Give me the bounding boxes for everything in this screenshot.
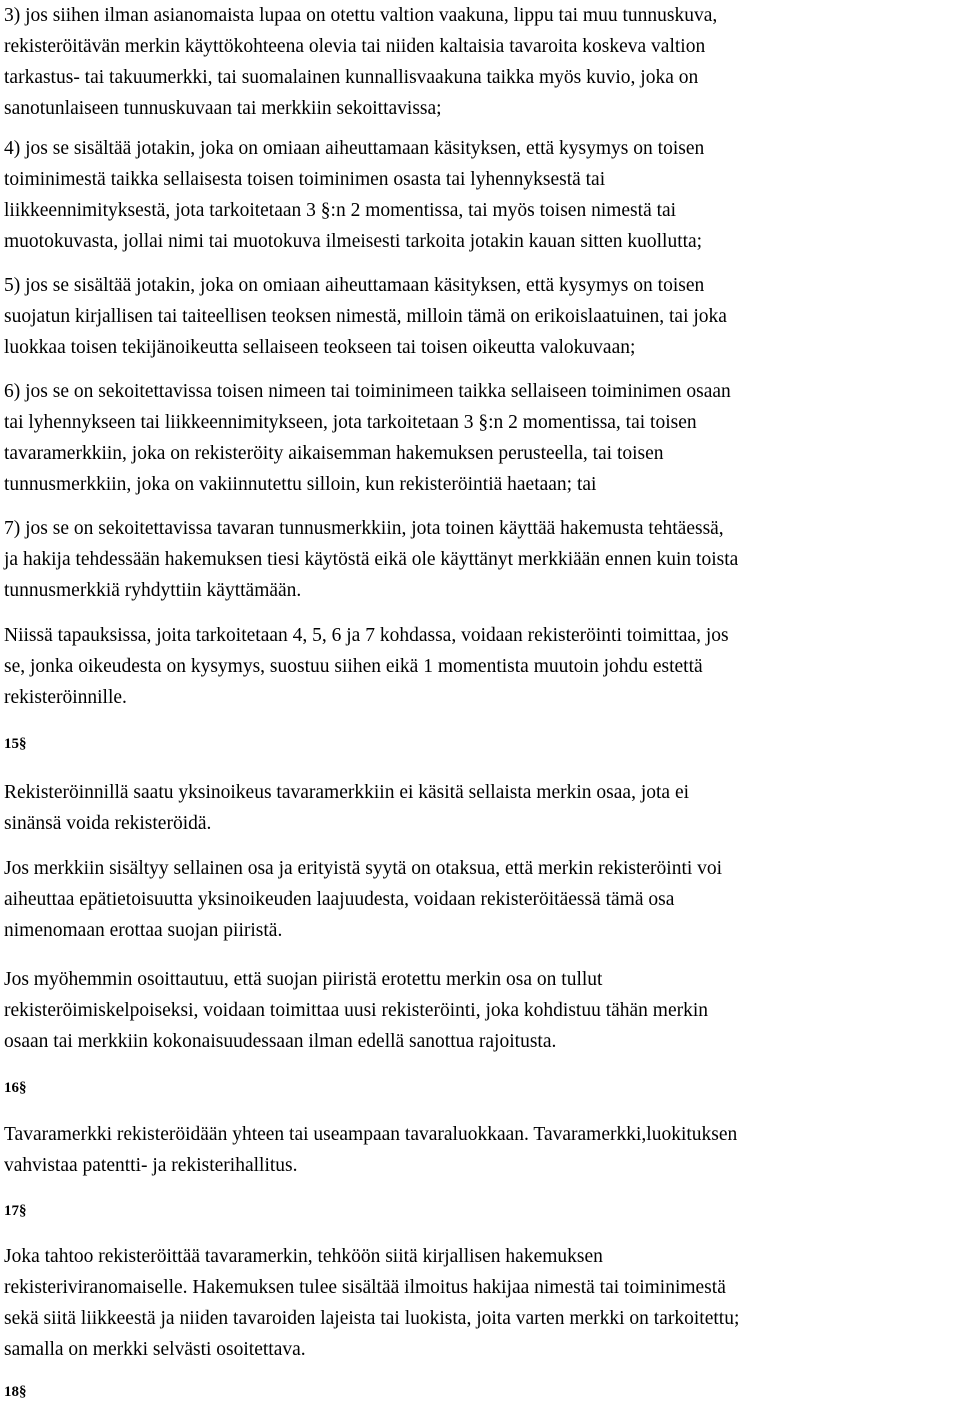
text-line: tavaramerkkiin, joka on rekisteröity aikaisemman hakemuksen perusteella, tai toisen: [4, 443, 664, 464]
paragraph-section-17: [4, 1241, 739, 1365]
paragraph-section-16: [4, 1119, 737, 1181]
paragraph-section-15-b: [4, 853, 722, 946]
section-heading-15: 15§: [4, 736, 27, 752]
text-line: ja hakija tehdessään hakemuksen tiesi käytöstä eikä ole käyttänyt merkkiään ennen kuin toista: [4, 549, 739, 570]
text-line: toiminimestä taikka sellaisesta toisen toiminimen osasta tai lyhennyksestä tai: [4, 169, 606, 190]
text-line: tai lyhennykseen tai liikkeennimitykseen, jota tarkoitetaan 3 §:n 2 momentissa, tai toisen: [4, 412, 697, 433]
text-line: tunnusmerkkiin, joka on vakiinnutettu silloin, kun rekisteröintiä haetaan; tai: [4, 474, 597, 495]
text-line: suojatun kirjallisen tai taiteellisen teoksen nimestä, milloin tämä on erikoislaatuinen, tai joka: [4, 306, 727, 327]
text-line: Jos merkkiin sisältyy sellainen osa ja erityistä syytä on otaksua, että merkin rekisteröinti voi: [4, 858, 723, 879]
text-line: Niissä tapauksissa, joita tarkoitetaan 4, 5, 6 ja 7 kohdassa, voidaan rekisteröinti toimittaa, jos: [4, 625, 729, 646]
text-line: luokkaa toisen tekijänoikeutta sellaiseen teokseen tai toisen oikeutta valokuvaan;: [4, 337, 636, 358]
text-line: vahvistaa patentti- ja rekisterihallitus.: [4, 1155, 298, 1176]
text-line: 3) jos siihen ilman asianomaista lupaa on otettu valtion vaakuna, lippu tai muu tunnuskuva,: [4, 5, 718, 26]
text-line: tarkastus- tai takuumerkki, tai suomalainen kunnallisvaakuna taikka myös kuvio, joka on: [4, 67, 699, 88]
text-line: sekä siitä liikkeestä ja niiden tavaroiden lajeista tai luokista, joita varten merkki on tarkoitettu;: [4, 1308, 740, 1329]
text-line: 7) jos se on sekoitettavissa tavaran tunnusmerkkiin, jota toinen käyttää hakemusta tehtäessä,: [4, 518, 724, 539]
text-line: Joka tahtoo rekisteröittää tavaramerkin, tehköön siitä kirjallisen hakemuksen: [4, 1246, 603, 1267]
text-line: rekisteriviranomaiselle. Hakemuksen tulee sisältää ilmoitus hakijaa nimestä tai toiminimestä: [4, 1277, 726, 1298]
text-line: Rekisteröinnillä saatu yksinoikeus tavaramerkkiin ei käsitä sellaista merkin osaa, jota ei: [4, 782, 690, 803]
paragraph-item-4: [4, 133, 704, 257]
text-line: aiheuttaa epätietoisuutta yksinoikeuden laajuudesta, voidaan rekisteröitäessä tämä osa: [4, 889, 675, 910]
paragraph-exceptions: [4, 620, 729, 713]
text-line: samalla on merkki selvästi osoitettava.: [4, 1339, 306, 1360]
paragraph-item-3: [4, 0, 717, 124]
text-line: Tavaramerkki rekisteröidään yhteen tai useampaan tavaraluokkaan. Tavaramerkki,luokituksen: [4, 1124, 738, 1145]
text-line: nimenomaan erottaa suojan piiristä.: [4, 920, 283, 941]
text-line: 4) jos se sisältää jotakin, joka on omiaan aiheuttamaan käsityksen, että kysymys on toisen: [4, 138, 705, 159]
section-heading-17: 17§: [4, 1203, 27, 1219]
text-line: tunnusmerkkiä ryhdyttiin käyttämään.: [4, 580, 302, 601]
text-line: rekisteröimiskelpoiseksi, voidaan toimittaa uusi rekisteröinti, joka kohdistuu tähän merkin: [4, 1000, 709, 1021]
section-heading-16: 16§: [4, 1080, 27, 1096]
text-line: rekisteröitävän merkin käyttökohteena olevia tai niiden kaltaisia tavaroita koskeva valtion: [4, 36, 706, 57]
text-line: sanotunlaiseen tunnuskuvaan tai merkkiin sekoittavissa;: [4, 98, 442, 119]
section-heading-18: 18§: [4, 1384, 27, 1400]
paragraph-section-15-a: [4, 777, 689, 839]
text-line: liikkeennimityksestä, jota tarkoitetaan 3 §:n 2 momentissa, tai myös toisen nimestä tai: [4, 200, 677, 221]
text-line: se, jonka oikeudesta on kysymys, suostuu siihen eikä 1 momentista muutoin johdu estettä: [4, 656, 703, 677]
text-line: rekisteröinnille.: [4, 687, 127, 708]
text-line: osaan tai merkkiin kokonaisuudessaan ilman edellä sanottua rajoitusta.: [4, 1031, 557, 1052]
text-line: 6) jos se on sekoitettavissa toisen nimeen tai toiminimeen taikka sellaiseen toiminimen osaan: [4, 381, 731, 402]
paragraph-item-7: [4, 513, 738, 606]
paragraph-item-5: [4, 270, 727, 363]
text-line: muotokuvasta, jollai nimi tai muotokuva ilmeisesti tarkoita jotakin kauan sitten kuollutta;: [4, 231, 703, 252]
paragraph-section-15-c: [4, 964, 708, 1057]
text-line: Jos myöhemmin osoittautuu, että suojan piiristä erotettu merkin osa on tullut: [4, 969, 603, 990]
text-line: 5) jos se sisältää jotakin, joka on omiaan aiheuttamaan käsityksen, että kysymys on toisen: [4, 275, 705, 296]
text-line: sinänsä voida rekisteröidä.: [4, 813, 212, 834]
paragraph-item-6: [4, 376, 731, 500]
